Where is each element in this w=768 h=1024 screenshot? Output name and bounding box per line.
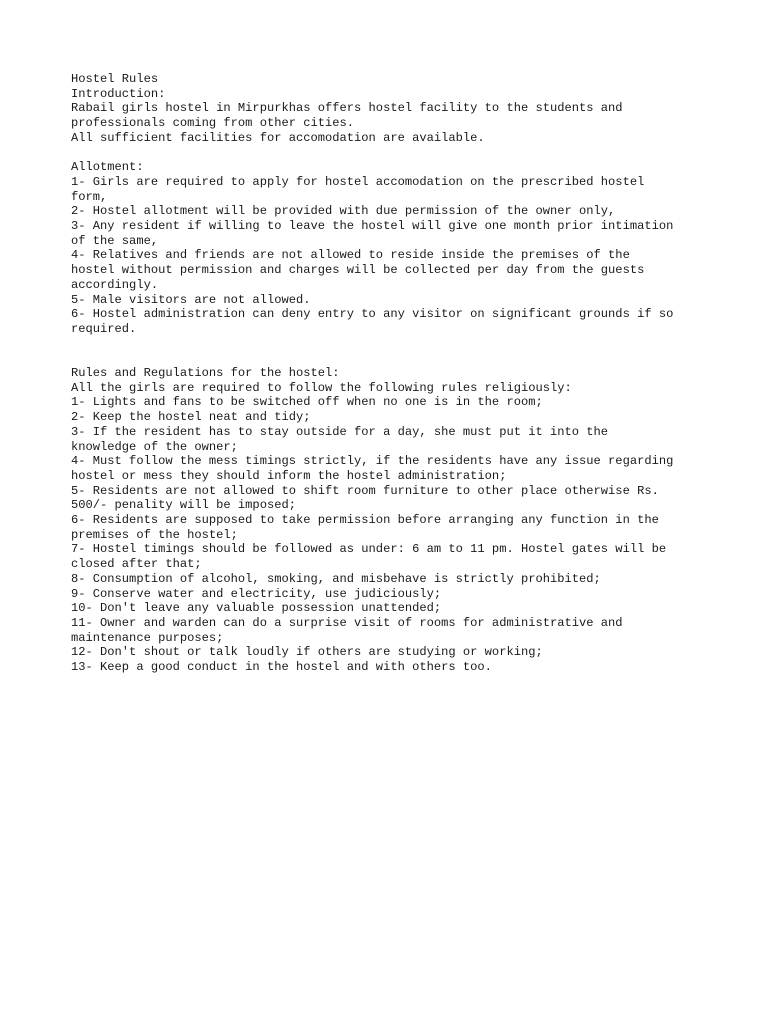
regulations-line: 9- Conserve water and electricity, use judiciously; (71, 586, 442, 601)
allotment-line: 2- Hostel allotment will be provided with due permission of the owner only, (71, 204, 616, 219)
allotment-heading: Allotment: (71, 160, 144, 175)
introduction-heading: Introduction: (71, 86, 166, 101)
introduction-line: All sufficient facilities for accomodation are available. (71, 130, 485, 145)
spacer (71, 337, 711, 352)
regulations-line: 11- Owner and warden can do a surprise visit of rooms for administrative and (71, 615, 623, 630)
allotment-line: 1- Girls are required to apply for hostel accomodation on the prescribed hostel (71, 174, 645, 189)
regulations-line: 10- Don't leave any valuable possession unattended; (71, 601, 442, 616)
regulations-line: 3- If the resident has to stay outside for a day, she must put it into the (71, 424, 609, 439)
allotment-line: hostel without permission and charges will be collected per day from the guests (71, 263, 645, 278)
allotment-line: accordingly. (71, 277, 159, 292)
regulations-line: 5- Residents are not allowed to shift room furniture to other place otherwise Rs. (71, 483, 659, 498)
introduction-line: Rabail girls hostel in Mirpurkhas offers hostel facility to the students and (71, 101, 623, 116)
introduction-line: professionals coming from other cities. (71, 116, 355, 131)
regulations-line: 12- Don't shout or talk loudly if others are studying or working; (71, 645, 543, 660)
regulations-line: knowledge of the owner; (71, 439, 238, 454)
allotment-line: required. (71, 321, 137, 336)
regulations-line: 7- Hostel timings should be followed as under: 6 am to 11 pm. Hostel gates will be (71, 542, 667, 557)
spacer (71, 146, 711, 161)
allotment-line: 5- Male visitors are not allowed. (71, 292, 311, 307)
allotment-line: of the same, (71, 233, 159, 248)
regulations-line: hostel or mess they should inform the hostel administration; (71, 468, 507, 483)
regulations-line: 1- Lights and fans to be switched off when no one is in the room; (71, 395, 543, 410)
regulations-line: 6- Residents are supposed to take permission before arranging any function in the (71, 513, 659, 528)
spacer (71, 351, 711, 366)
regulations-line: premises of the hostel; (71, 527, 238, 542)
allotment-line: 3- Any resident if willing to leave the hostel will give one month prior intimation (71, 219, 674, 234)
document-page (71, 72, 711, 675)
allotment-line: form, (71, 189, 108, 204)
regulations-line: 2- Keep the hostel neat and tidy; (71, 410, 311, 425)
allotment-line: 4- Relatives and friends are not allowed to reside inside the premises of the (71, 248, 630, 263)
regulations-heading: Rules and Regulations for the hostel: (71, 366, 340, 381)
regulations-line: maintenance purposes; (71, 630, 224, 645)
regulations-line: 13- Keep a good conduct in the hostel and with others too. (71, 660, 492, 675)
allotment-line: 6- Hostel administration can deny entry to any visitor on significant grounds if so (71, 307, 674, 322)
regulations-line: 500/- penality will be imposed; (71, 498, 296, 513)
regulations-line: 4- Must follow the mess timings strictly, if the residents have any issue regarding (71, 454, 674, 469)
regulations-line: All the girls are required to follow the following rules religiously: (71, 380, 572, 395)
regulations-line: 8- Consumption of alcohol, smoking, and misbehave is strictly prohibited; (71, 571, 601, 586)
document-title: Hostel Rules (71, 72, 159, 86)
regulations-line: closed after that; (71, 557, 202, 572)
